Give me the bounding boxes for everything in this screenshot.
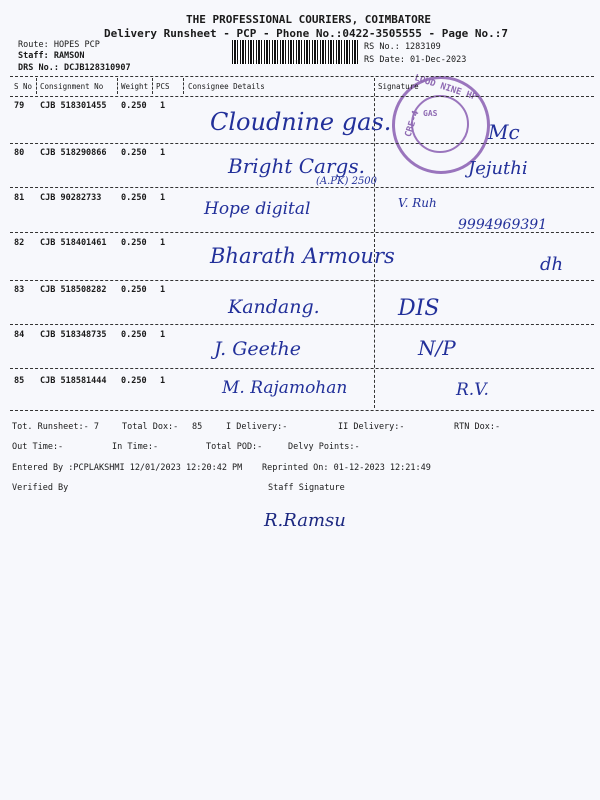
- row-signature: 9994969391: [458, 217, 548, 233]
- drs-number: DRS No.: DCJB128310907: [18, 63, 131, 73]
- row-divider: [10, 368, 594, 369]
- staff-label: Staff: RAMSON: [18, 51, 85, 61]
- row-pcs: 1: [160, 376, 166, 386]
- total-pod: Total POD:-: [206, 442, 263, 452]
- col-consignee: Consignee Details: [188, 82, 265, 91]
- row-consignee-handwriting: Bharath Armours: [210, 244, 395, 268]
- row-signature: R.V.: [456, 380, 489, 400]
- col-weight: Weight: [121, 82, 149, 91]
- total-dox-label: Total Dox:-: [122, 422, 179, 432]
- row-sno: 82: [14, 238, 25, 248]
- staff-signature-label: Staff Signature: [268, 483, 345, 493]
- col-divider: [117, 78, 118, 94]
- row-consignment: CJB 518581444: [40, 376, 107, 386]
- col-consignment: Consignment No: [40, 82, 104, 91]
- row-consignee-handwriting: Bright Cargs.: [228, 154, 365, 178]
- col-divider: [152, 78, 153, 94]
- barcode: [232, 40, 360, 64]
- delvy-points: Delvy Points:-: [288, 442, 360, 452]
- col-signature: Signature: [378, 82, 419, 91]
- row-pcs: 1: [160, 330, 166, 340]
- row-signature: DIS: [398, 296, 440, 321]
- row-divider: [10, 232, 594, 233]
- entered-by: Entered By :PCPLAKSHMI 12/01/2023 12:20:42 PM: [12, 463, 243, 473]
- row-note: V. Ruh: [398, 196, 437, 210]
- row-consignment: CJB 518508282: [40, 285, 107, 295]
- row-sno: 81: [14, 193, 25, 203]
- row-divider: [10, 280, 594, 281]
- row-sno: 80: [14, 148, 25, 158]
- row-pcs: 1: [160, 238, 166, 248]
- i-delivery: I Delivery:-: [226, 422, 288, 432]
- staff-signature: R.Ramsu: [264, 510, 346, 531]
- route-label: Route: HOPES PCP: [18, 40, 100, 50]
- row-weight: 0.250: [121, 101, 147, 111]
- row-divider: [10, 187, 594, 188]
- col-sno: S No: [14, 82, 33, 91]
- row-consignment: CJB 518348735: [40, 330, 107, 340]
- tot-runsheet: Tot. Runsheet:- 7: [12, 422, 99, 432]
- table-header-rule: [10, 96, 594, 97]
- rs-date: RS Date: 01-Dec-2023: [364, 55, 467, 65]
- out-time: Out Time:-: [12, 442, 64, 452]
- row-note: (A.PK) 2500: [316, 176, 378, 187]
- row-signature: dh: [540, 254, 564, 275]
- table-bottom-rule: [10, 410, 594, 411]
- row-signature: Mc: [488, 120, 520, 144]
- row-pcs: 1: [160, 193, 166, 203]
- row-divider: [10, 143, 594, 144]
- stamp-top-text: LOUD NINE HP: [413, 73, 478, 103]
- row-consignee-handwriting: J. Geethe: [214, 338, 302, 360]
- row-signature: N/P: [418, 336, 456, 360]
- row-sno: 85: [14, 376, 25, 386]
- runsheet-title: Delivery Runsheet - PCP - Phone No.:0422-3505555 - Page No.:7: [104, 27, 508, 40]
- table-top-rule: [10, 76, 594, 77]
- row-weight: 0.250: [121, 148, 147, 158]
- row-consignment: CJB 90282733: [40, 193, 102, 203]
- total-dox-value: 85: [192, 422, 203, 432]
- stamp-inner-ring: [411, 95, 469, 153]
- company-title: THE PROFESSIONAL COURIERS, COIMBATORE: [186, 13, 432, 26]
- row-pcs: 1: [160, 101, 166, 111]
- row-consignment: CJB 518290866: [40, 148, 107, 158]
- row-weight: 0.250: [121, 193, 147, 203]
- col-pcs: PCS: [156, 82, 170, 91]
- ii-delivery: II Delivery:-: [338, 422, 405, 432]
- reprinted-on: Reprinted On: 01-12-2023 12:21:49: [262, 463, 431, 473]
- row-sno: 84: [14, 330, 25, 340]
- row-consignee-handwriting: Cloudnine gas.: [210, 108, 392, 136]
- col-divider: [36, 78, 37, 94]
- in-time: In Time:-: [112, 442, 159, 452]
- col-divider: [183, 78, 184, 94]
- row-signature: Jejuthi: [468, 158, 528, 179]
- row-consignment: CJB 518301455: [40, 101, 107, 111]
- row-consignment: CJB 518401461: [40, 238, 107, 248]
- row-weight: 0.250: [121, 330, 147, 340]
- row-weight: 0.250: [121, 285, 147, 295]
- row-consignee-handwriting: M. Rajamohan: [222, 378, 348, 398]
- stamp-center-text: GAS: [423, 109, 438, 118]
- row-pcs: 1: [160, 285, 166, 295]
- row-sno: 79: [14, 101, 25, 111]
- row-pcs: 1: [160, 148, 166, 158]
- stamp-side-text: CBE-4: [403, 109, 422, 139]
- row-consignee-handwriting: Kandang.: [228, 296, 320, 318]
- row-divider: [10, 324, 594, 325]
- row-weight: 0.250: [121, 376, 147, 386]
- rtn-dox: RTN Dox:-: [454, 422, 501, 432]
- row-sno: 83: [14, 285, 25, 295]
- row-weight: 0.250: [121, 238, 147, 248]
- verified-by: Verified By: [12, 483, 69, 493]
- rs-number: RS No.: 1283109: [364, 42, 441, 52]
- row-consignee-handwriting: Hope digital: [204, 199, 311, 219]
